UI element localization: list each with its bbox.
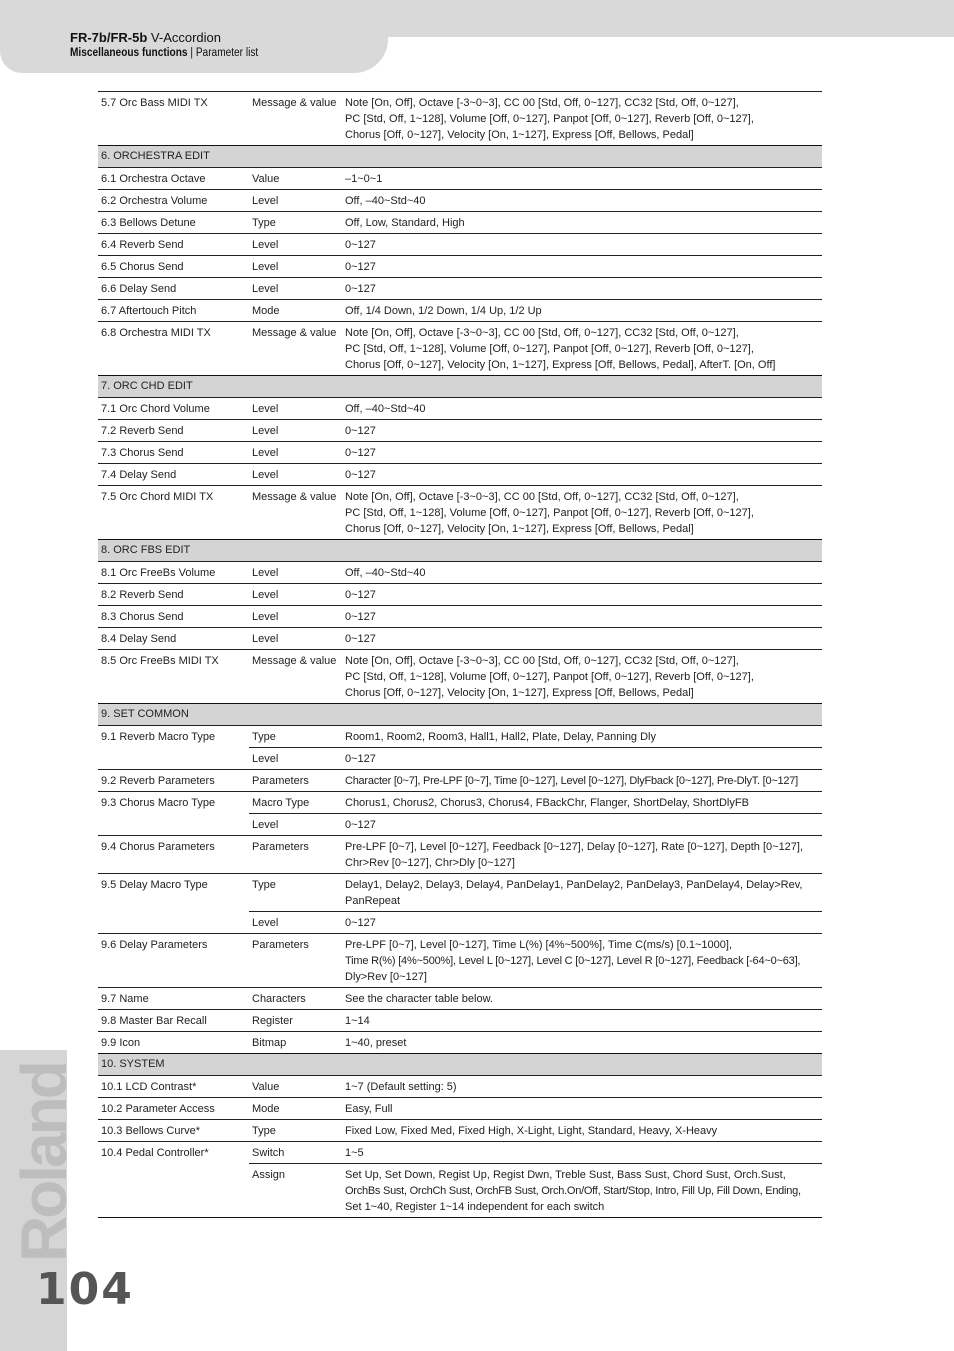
param-name: 5.7 Orc Bass MIDI TX xyxy=(98,92,249,146)
param-type: Level xyxy=(249,464,342,486)
table-row xyxy=(98,486,822,540)
table-row xyxy=(98,420,822,442)
param-value: Note [On, Off], Octave [-3~0~3], CC 00 [Std, Off, 0~127], CC32 [Std, Off, 0~127], PC [Std, Off, 1~128], Volume [Off, 0~127], Panpot [Off, 0~127], Reverb [Off, 0~127], Chorus [Off, 0~127], Velocity [On, 1~127], Express [Off, Bellows, Pedal], AfterT. [On, Off] xyxy=(342,322,822,376)
param-type: Mode xyxy=(249,300,342,322)
param-type: Message & value xyxy=(249,486,342,540)
breadcrumb: Miscellaneous functions | Parameter list xyxy=(70,47,259,59)
table-row xyxy=(98,1032,822,1054)
param-value: Set Up, Set Down, Regist Up, Regist Dwn, Treble Sust, Bass Sust, Chord Sust, Orch.Sust, OrchBs Sust, OrchCh Sust, OrchFB Sust, Orch.On/Off, Start/Stop, Intro, Fill Up, Fill Down, Ending, Set 1~40, Register 1~14 independent for each switch xyxy=(342,1164,822,1218)
param-value: 0~127 xyxy=(342,814,822,836)
param-type: Bitmap xyxy=(249,1032,342,1054)
param-name: 9.2 Reverb Parameters xyxy=(98,770,249,792)
param-type: Message & value xyxy=(249,650,342,704)
param-name: 6.5 Chorus Send xyxy=(98,256,249,278)
param-value: Note [On, Off], Octave [-3~0~3], CC 00 [Std, Off, 0~127], CC32 [Std, Off, 0~127], PC [Std, Off, 1~128], Volume [Off, 0~127], Panpot [Off, 0~127], Reverb [Off, 0~127], Chorus [Off, 0~127], Velocity [On, 1~127], Express [Off, Bellows, Pedal] xyxy=(342,486,822,540)
page-number: 104 xyxy=(36,1264,134,1315)
param-name: 6.2 Orchestra Volume xyxy=(98,190,249,212)
param-name: 6.1 Orchestra Octave xyxy=(98,168,249,190)
param-value: 0~127 xyxy=(342,278,822,300)
param-name: 10.4 Pedal Controller* xyxy=(98,1142,249,1218)
parameter-table xyxy=(98,91,822,1218)
table-row xyxy=(98,792,822,814)
table-row xyxy=(98,934,822,988)
param-type: Mode xyxy=(249,1098,342,1120)
param-type: Parameters xyxy=(249,836,342,874)
param-value: 1~14 xyxy=(342,1010,822,1032)
param-value: Delay1, Delay2, Delay3, Delay4, PanDelay1, PanDelay2, PanDelay3, PanDelay4, Delay>Rev, PanRepeat xyxy=(342,874,822,912)
param-value: Off, –40~Std~40 xyxy=(342,190,822,212)
table-row xyxy=(98,628,822,650)
param-type: Level xyxy=(249,628,342,650)
param-type: Level xyxy=(249,606,342,628)
param-name: 9.6 Delay Parameters xyxy=(98,934,249,988)
param-name: 10.3 Bellows Curve* xyxy=(98,1120,249,1142)
param-value: Chorus1, Chorus2, Chorus3, Chorus4, FBackChr, Flanger, ShortDelay, ShortDlyFB xyxy=(342,792,822,814)
param-value: 0~127 xyxy=(342,606,822,628)
param-name: 9.1 Reverb Macro Type xyxy=(98,726,249,770)
param-value: 1~7 (Default setting: 5) xyxy=(342,1076,822,1098)
param-name: 6.7 Aftertouch Pitch xyxy=(98,300,249,322)
section-header: 10. SYSTEM xyxy=(98,1054,822,1076)
param-type: Type xyxy=(249,1120,342,1142)
param-type: Level xyxy=(249,912,342,934)
param-name: 6.3 Bellows Detune xyxy=(98,212,249,234)
param-value: 0~127 xyxy=(342,584,822,606)
table-row xyxy=(98,874,822,912)
table-row xyxy=(98,212,822,234)
param-type: Value xyxy=(249,1076,342,1098)
param-value: Note [On, Off], Octave [-3~0~3], CC 00 [Std, Off, 0~127], CC32 [Std, Off, 0~127], PC [Std, Off, 1~128], Volume [Off, 0~127], Panpot [Off, 0~127], Reverb [Off, 0~127], Chorus [Off, 0~127], Velocity [On, 1~127], Express [Off, Bellows, Pedal] xyxy=(342,650,822,704)
param-type: Type xyxy=(249,874,342,912)
param-type: Message & value xyxy=(249,92,342,146)
param-name: 6.8 Orchestra MIDI TX xyxy=(98,322,249,376)
param-type: Macro Type xyxy=(249,792,342,814)
param-name: 9.5 Delay Macro Type xyxy=(98,874,249,934)
param-name: 9.7 Name xyxy=(98,988,249,1010)
table-row xyxy=(98,650,822,704)
param-value: Off, –40~Std~40 xyxy=(342,562,822,584)
table-row xyxy=(98,726,822,748)
section-header: 8. ORC FBS EDIT xyxy=(98,540,822,562)
param-name: 7.4 Delay Send xyxy=(98,464,249,486)
table-row xyxy=(98,1010,822,1032)
param-type: Level xyxy=(249,398,342,420)
param-type: Level xyxy=(249,562,342,584)
param-value: 1~5 xyxy=(342,1142,822,1164)
param-name: 9.3 Chorus Macro Type xyxy=(98,792,249,836)
section-header: 6. ORCHESTRA EDIT xyxy=(98,146,822,168)
param-type: Level xyxy=(249,420,342,442)
param-type: Level xyxy=(249,278,342,300)
param-name: 9.4 Chorus Parameters xyxy=(98,836,249,874)
section-header: 9. SET COMMON xyxy=(98,704,822,726)
table-row xyxy=(98,300,822,322)
param-type: Type xyxy=(249,726,342,748)
param-value: Note [On, Off], Octave [-3~0~3], CC 00 [Std, Off, 0~127], CC32 [Std, Off, 0~127], PC [Std, Off, 1~128], Volume [Off, 0~127], Panpot [Off, 0~127], Reverb [Off, 0~127], Chorus [Off, 0~127], Velocity [On, 1~127], Express [Off, Bellows, Pedal] xyxy=(342,92,822,146)
param-type: Message & value xyxy=(249,322,342,376)
param-name: 8.1 Orc FreeBs Volume xyxy=(98,562,249,584)
table-row xyxy=(98,770,822,792)
param-name: 7.3 Chorus Send xyxy=(98,442,249,464)
param-type: Level xyxy=(249,748,342,770)
header-tab xyxy=(0,0,388,73)
table-row xyxy=(98,398,822,420)
param-value: 0~127 xyxy=(342,912,822,934)
param-value: Room1, Room2, Room3, Hall1, Hall2, Plate, Delay, Panning Dly xyxy=(342,726,822,748)
table-row xyxy=(98,988,822,1010)
param-value: Character [0~7], Pre-LPF [0~7], Time [0~127], Level [0~127], DlyFback [0~127], Pre-DlyT. [0~127] xyxy=(342,770,822,792)
param-type: Level xyxy=(249,584,342,606)
param-name: 10.1 LCD Contrast* xyxy=(98,1076,249,1098)
param-value: –1~0~1 xyxy=(342,168,822,190)
param-name: 9.8 Master Bar Recall xyxy=(98,1010,249,1032)
param-type: Parameters xyxy=(249,770,342,792)
table-row xyxy=(98,562,822,584)
param-value: See the character table below. xyxy=(342,988,822,1010)
table-row xyxy=(98,836,822,874)
table-row xyxy=(98,584,822,606)
param-type: Switch xyxy=(249,1142,342,1164)
table-row xyxy=(98,464,822,486)
param-value: Pre-LPF [0~7], Level [0~127], Time L(%) [4%~500%], Time C(ms/s) [0.1~1000], Time R(%) [4%~500%], Level L [0~127], Level C [0~127], Level R [0~127], Feedback [-64~0~63], Dly>Rev [0~127] xyxy=(342,934,822,988)
param-name: 8.5 Orc FreeBs MIDI TX xyxy=(98,650,249,704)
param-type: Register xyxy=(249,1010,342,1032)
param-name: 6.6 Delay Send xyxy=(98,278,249,300)
param-value: 0~127 xyxy=(342,748,822,770)
section-header: 7. ORC CHD EDIT xyxy=(98,376,822,398)
table-row xyxy=(98,1142,822,1164)
param-type: Level xyxy=(249,234,342,256)
param-type: Parameters xyxy=(249,934,342,988)
param-name: 6.4 Reverb Send xyxy=(98,234,249,256)
table-row xyxy=(98,1098,822,1120)
table-row xyxy=(98,278,822,300)
param-value: 0~127 xyxy=(342,628,822,650)
param-value: Off, –40~Std~40 xyxy=(342,398,822,420)
param-name: 8.3 Chorus Send xyxy=(98,606,249,628)
param-name: 9.9 Icon xyxy=(98,1032,249,1054)
table-row xyxy=(98,92,822,146)
param-value: 0~127 xyxy=(342,420,822,442)
param-value: 0~127 xyxy=(342,234,822,256)
table-row xyxy=(98,1120,822,1142)
table-row xyxy=(98,322,822,376)
table-row xyxy=(98,442,822,464)
document-title: FR-7b/FR-5b V-Accordion xyxy=(70,30,221,45)
param-name: 7.2 Reverb Send xyxy=(98,420,249,442)
table-row xyxy=(98,606,822,628)
param-value: Off, 1/4 Down, 1/2 Down, 1/4 Up, 1/2 Up xyxy=(342,300,822,322)
table-row xyxy=(98,234,822,256)
param-name: 8.4 Delay Send xyxy=(98,628,249,650)
table-row xyxy=(98,1076,822,1098)
param-type: Level xyxy=(249,442,342,464)
param-value: Easy, Full xyxy=(342,1098,822,1120)
param-type: Assign xyxy=(249,1164,342,1218)
param-type: Characters xyxy=(249,988,342,1010)
param-type: Level xyxy=(249,256,342,278)
param-name: 10.2 Parameter Access xyxy=(98,1098,249,1120)
param-value: 0~127 xyxy=(342,464,822,486)
param-value: 0~127 xyxy=(342,442,822,464)
param-value: 1~40, preset xyxy=(342,1032,822,1054)
param-value: Fixed Low, Fixed Med, Fixed High, X-Light, Light, Standard, Heavy, X-Heavy xyxy=(342,1120,822,1142)
param-type: Type xyxy=(249,212,342,234)
param-type: Level xyxy=(249,814,342,836)
brand-logo: Roland xyxy=(8,1063,80,1262)
param-value: 0~127 xyxy=(342,256,822,278)
param-type: Level xyxy=(249,190,342,212)
param-name: 8.2 Reverb Send xyxy=(98,584,249,606)
param-name: 7.5 Orc Chord MIDI TX xyxy=(98,486,249,540)
param-type: Value xyxy=(249,168,342,190)
table-row xyxy=(98,256,822,278)
param-value: Off, Low, Standard, High xyxy=(342,212,822,234)
table-row xyxy=(98,168,822,190)
table-row xyxy=(98,190,822,212)
param-name: 7.1 Orc Chord Volume xyxy=(98,398,249,420)
param-value: Pre-LPF [0~7], Level [0~127], Feedback [0~127], Delay [0~127], Rate [0~127], Depth [0~127], Chr>Rev [0~127], Chr>Dly [0~127] xyxy=(342,836,822,874)
